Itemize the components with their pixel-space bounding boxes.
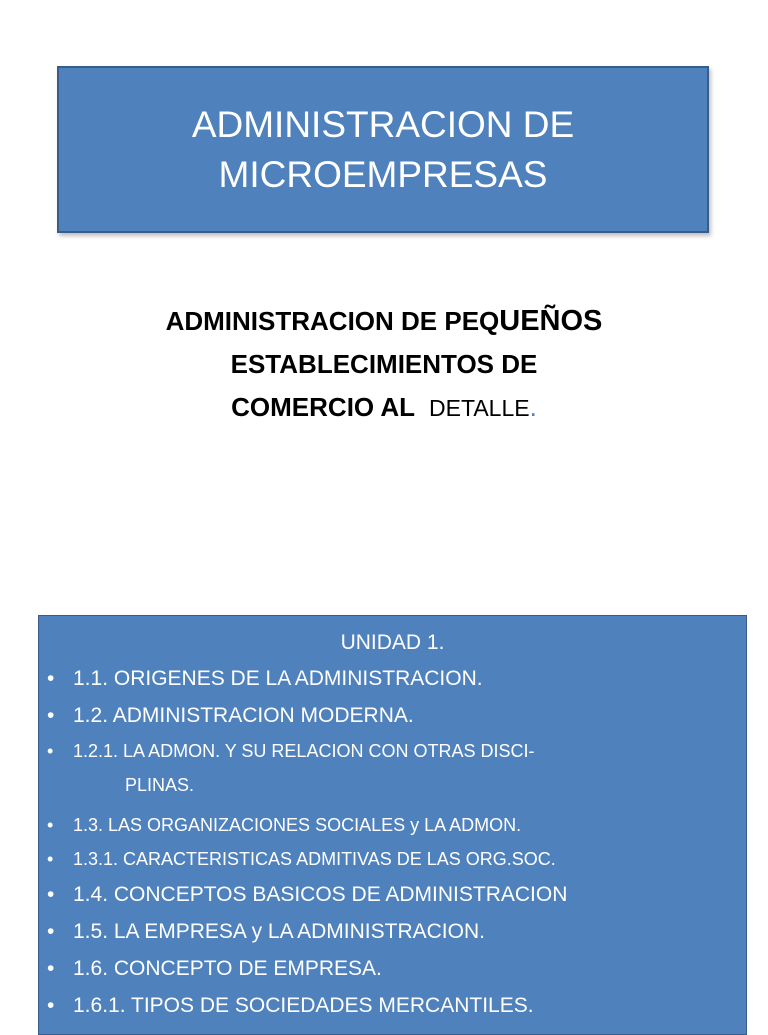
title-box [57, 66, 709, 233]
list-item-continuation: PLINAS. [125, 775, 195, 795]
subtitle-line-1 [80, 300, 688, 343]
bullet-icon: • [47, 883, 55, 906]
unit-content-box [38, 615, 747, 1035]
bullet-icon: • [47, 667, 55, 690]
list-item [39, 876, 746, 913]
list-item-text: 1.2.1. LA ADMON. Y SU RELACION CON OTRAS DISCI- [73, 741, 535, 761]
subtitle-line-1-b: UEÑOS [499, 305, 603, 337]
subtitle-line-3 [80, 386, 688, 430]
bullet-icon: • [47, 815, 54, 835]
unit-title: UNIDAD 1. [340, 631, 445, 654]
list-item [39, 987, 746, 1024]
subtitle-line-2: ESTABLECIMIENTOS DE [230, 349, 538, 379]
title-line-1: ADMINISTRACION DE [191, 103, 575, 145]
list-item-text: 1.5. LA EMPRESA y LA ADMINISTRACION. [73, 920, 485, 943]
subtitle-line-3-b: DETALLE [429, 395, 530, 421]
list-item-text: 1.3. LAS ORGANIZACIONES SOCIALES y LA ADMON. [73, 815, 522, 835]
bullet-icon: • [47, 994, 55, 1017]
list-item [39, 913, 746, 950]
bullet-icon: • [47, 704, 55, 727]
bullet-icon: • [47, 741, 54, 761]
list-item-text: 1.1. ORIGENES DE LA ADMINISTRACION. [73, 667, 483, 690]
subtitle-line-3-a: COMERCIO AL [231, 392, 430, 422]
subtitle-line-3-dot: . [529, 392, 537, 422]
list-item-text: 1.6.1. TIPOS DE SOCIEDADES MERCANTILES. [73, 994, 534, 1017]
title-line-2: MICROEMPRESAS [218, 153, 548, 195]
list-item-text: 1.3.1. CARACTERISTICAS ADMITIVAS DE LAS ORG.SOC. [73, 849, 556, 869]
subtitle-line-1-a: ADMINISTRACION DE PEQ [165, 306, 500, 336]
list-item [39, 950, 746, 987]
list-item-text: 1.2. ADMINISTRACION MODERNA. [73, 704, 414, 727]
topic-list [39, 660, 746, 1024]
bullet-icon: • [47, 849, 54, 869]
list-item [39, 842, 746, 876]
subtitle [80, 300, 688, 430]
list-item [39, 697, 746, 734]
list-item-text: 1.6. CONCEPTO DE EMPRESA. [73, 957, 382, 980]
list-item [39, 660, 746, 697]
list-item-text: 1.4. CONCEPTOS BASICOS DE ADMINISTRACION [73, 883, 568, 906]
list-item [39, 734, 746, 808]
bullet-icon: • [47, 957, 55, 980]
list-item [39, 808, 746, 842]
bullet-icon: • [47, 920, 55, 943]
